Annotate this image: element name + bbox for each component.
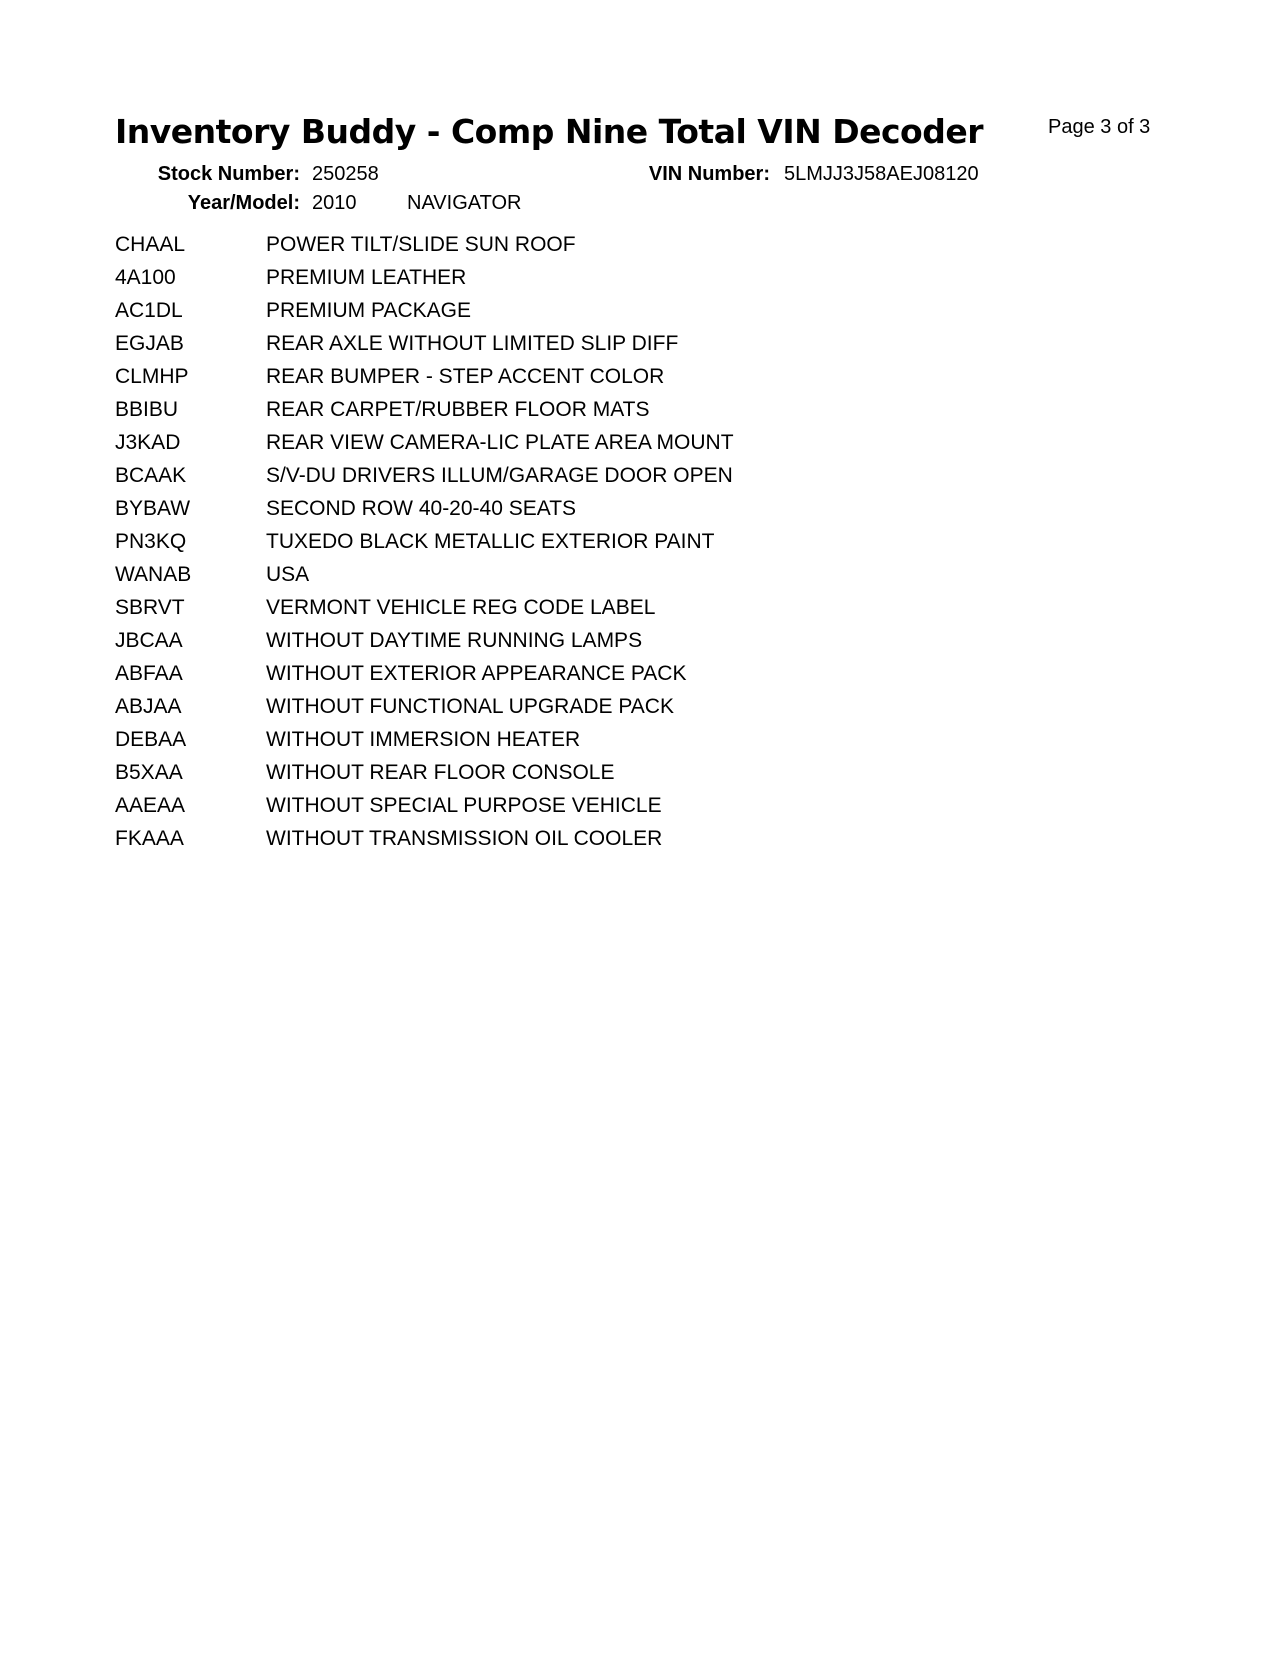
vin-number-value: 5LMJJ3J58AEJ08120 [784,163,979,185]
option-row [115,492,734,525]
page-title: Inventory Buddy - Comp Nine Total VIN Decoder [115,112,983,151]
option-description: PREMIUM PACKAGE [266,298,471,322]
option-code: EGJAB [115,331,184,355]
option-row [115,459,734,492]
option-description: PREMIUM LEATHER [266,265,467,289]
option-row [115,723,734,756]
option-code: ABFAA [115,661,183,685]
option-code: CLMHP [115,364,189,388]
option-code: DEBAA [115,727,187,751]
stock-number-value: 250258 [312,163,379,185]
vin-number-label: VIN Number: [648,163,770,185]
option-row [115,393,734,426]
option-code: PN3KQ [115,529,187,553]
model-value: NAVIGATOR [407,192,522,214]
option-description: REAR VIEW CAMERA-LIC PLATE AREA MOUNT [266,430,734,454]
option-code: BCAAK [115,463,187,487]
option-code: 4A100 [115,265,176,289]
option-row [115,789,734,822]
option-code: J3KAD [115,430,181,454]
option-description: REAR AXLE WITHOUT LIMITED SLIP DIFF [266,331,679,355]
year-model-label: Year/Model: [187,192,300,214]
option-description: WITHOUT SPECIAL PURPOSE VEHICLE [266,793,662,817]
option-row [115,657,734,690]
option-description: WITHOUT TRANSMISSION OIL COOLER [266,826,663,850]
option-list [115,228,734,855]
option-code: BBIBU [115,397,179,421]
option-code: BYBAW [115,496,191,520]
option-row [115,690,734,723]
option-row [115,558,734,591]
year-value: 2010 [312,192,357,214]
option-description: WITHOUT IMMERSION HEATER [266,727,581,751]
option-description: REAR CARPET/RUBBER FLOOR MATS [266,397,650,421]
option-row [115,426,734,459]
option-row [115,822,734,855]
option-row [115,591,734,624]
option-code: CHAAL [115,232,186,256]
option-description: TUXEDO BLACK METALLIC EXTERIOR PAINT [266,529,715,553]
option-row [115,327,734,360]
option-row [115,360,734,393]
option-row [115,624,734,657]
page-number: Page 3 of 3 [1048,116,1151,138]
option-code: WANAB [115,562,192,586]
option-description: VERMONT VEHICLE REG CODE LABEL [266,595,656,619]
option-row [115,756,734,789]
option-description: WITHOUT DAYTIME RUNNING LAMPS [266,628,643,652]
option-description: S/V-DU DRIVERS ILLUM/GARAGE DOOR OPEN [266,463,733,487]
option-description: SECOND ROW 40-20-40 SEATS [266,496,577,520]
option-code: B5XAA [115,760,183,784]
option-code: JBCAA [115,628,183,652]
option-code: AC1DL [115,298,183,322]
option-description: POWER TILT/SLIDE SUN ROOF [266,232,576,256]
option-row [115,261,734,294]
option-code: AAEAA [115,793,186,817]
option-description: WITHOUT REAR FLOOR CONSOLE [266,760,615,784]
option-description: WITHOUT FUNCTIONAL UPGRADE PACK [266,694,674,718]
option-code: FKAAA [115,826,184,850]
option-description: REAR BUMPER - STEP ACCENT COLOR [266,364,665,388]
option-code: ABJAA [115,694,182,718]
option-row [115,294,734,327]
option-description: USA [266,562,310,586]
option-code: SBRVT [115,595,185,619]
option-row [115,525,734,558]
option-row [115,228,734,261]
stock-number-label: Stock Number: [157,163,300,185]
option-description: WITHOUT EXTERIOR APPEARANCE PACK [266,661,687,685]
